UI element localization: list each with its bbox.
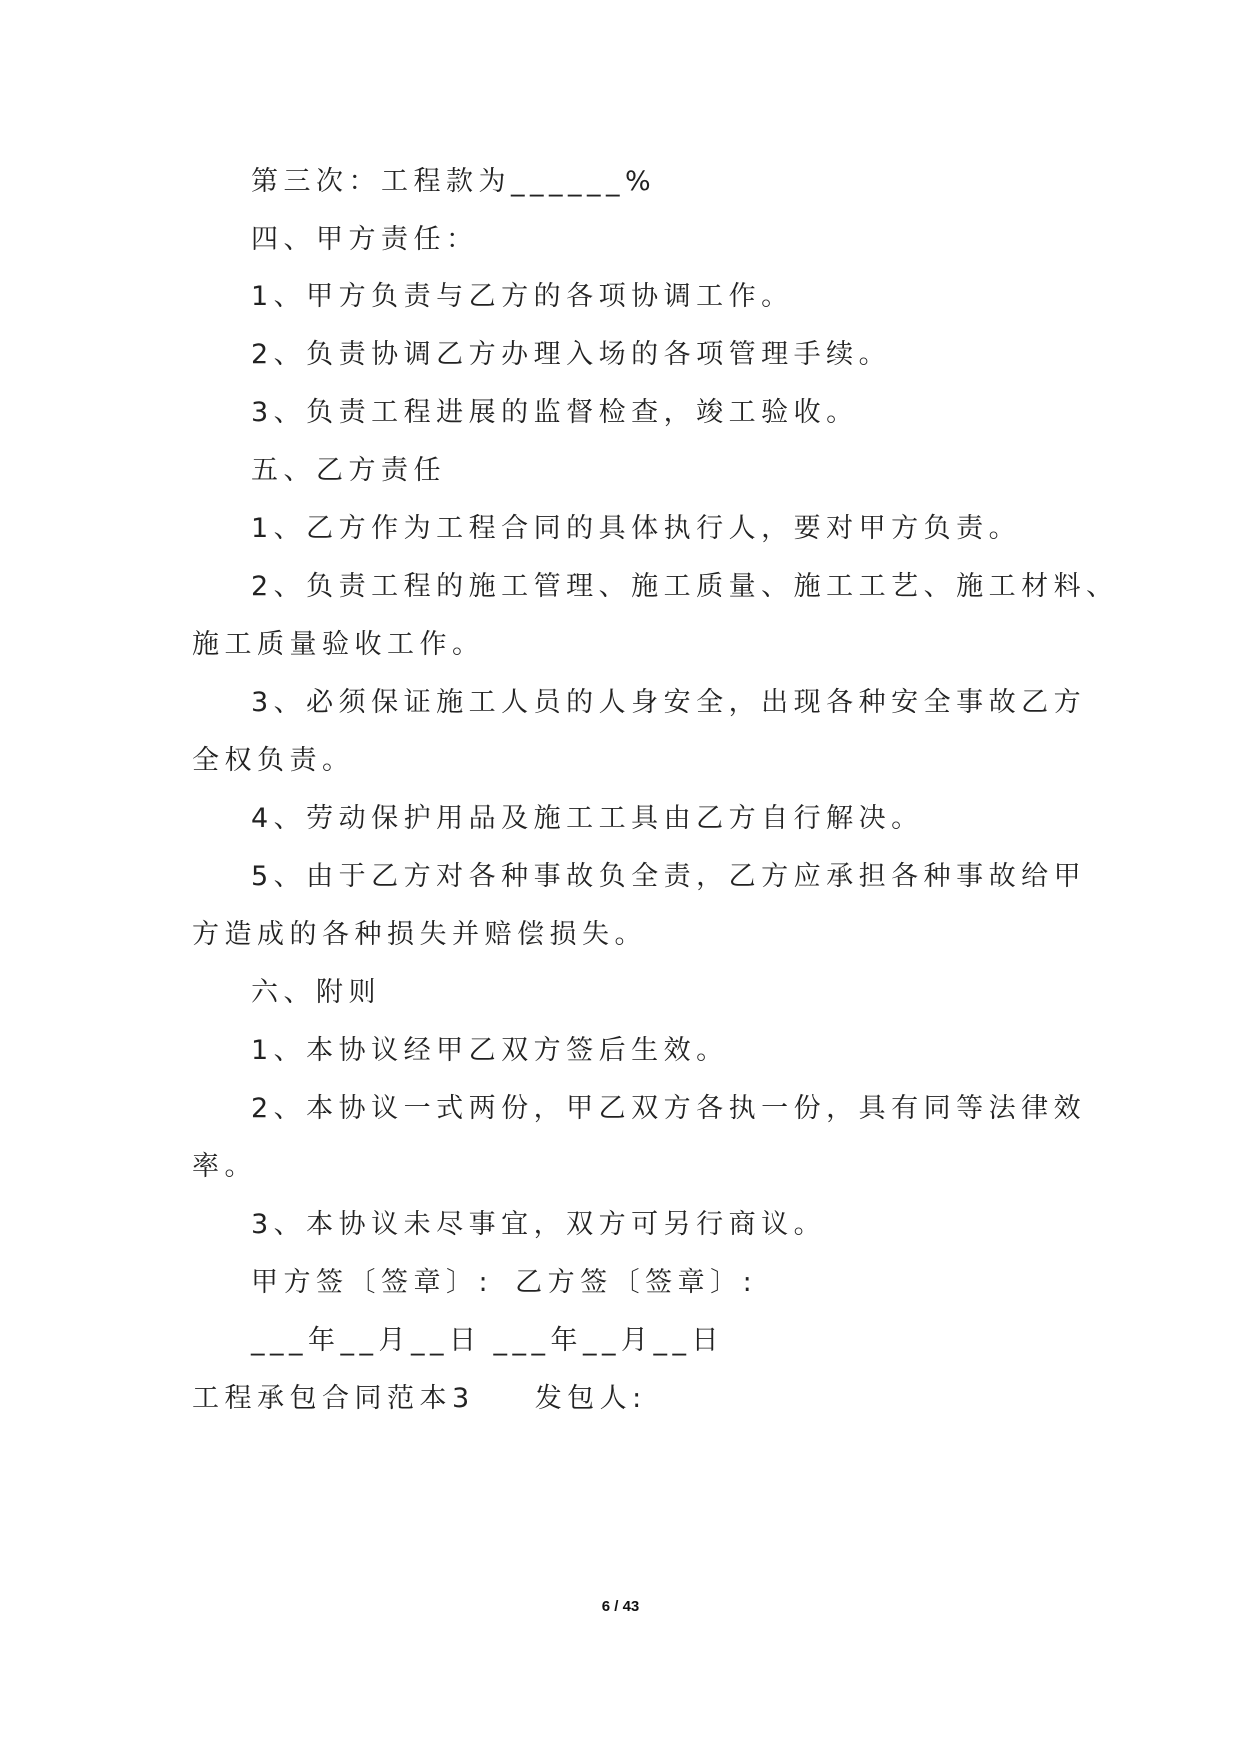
clause-b-3: 3、必须保证施工人员的人身安全，出现各种安全事故乙方 bbox=[251, 687, 1087, 718]
party-a-date: ___年__月__日 bbox=[251, 1325, 482, 1356]
clause-b-3-cont: 全权负责。 bbox=[192, 745, 355, 776]
next-contract-title: 工程承包合同范本3 bbox=[192, 1383, 475, 1414]
employer-label: 发包人: bbox=[534, 1383, 647, 1414]
clause-a-2: 2、负责协调乙方办理入场的各项管理手续。 bbox=[251, 339, 892, 370]
section-heading-party-b: 五、乙方责任 bbox=[251, 455, 446, 486]
clause-s-1: 1、本协议经甲乙双方签后生效。 bbox=[251, 1035, 729, 1066]
clause-a-3: 3、负责工程进展的监督检查，竣工验收。 bbox=[251, 397, 859, 428]
clause-s-3: 3、本协议未尽事宜，双方可另行商议。 bbox=[251, 1209, 827, 1240]
signature-line bbox=[0, 1266, 1241, 1300]
clause-b-2-cont: 施工质量验收工作。 bbox=[192, 629, 485, 660]
clause-b-4: 4、劳动保护用品及施工工具由乙方自行解决。 bbox=[251, 803, 924, 834]
date-line bbox=[0, 1324, 1241, 1358]
clause-a-1: 1、甲方负责与乙方的各项协调工作。 bbox=[251, 281, 794, 312]
clause-b-1: 1、乙方作为工程合同的具体执行人，要对甲方负责。 bbox=[251, 513, 1022, 544]
party-a-signature-label: 甲方签〔签章〕: bbox=[251, 1267, 494, 1298]
payment-third-line: 第三次：工程款为______% bbox=[251, 166, 657, 197]
party-b-date: ___年__月__日 bbox=[493, 1325, 724, 1356]
section-heading-party-a: 四、甲方责任： bbox=[251, 224, 479, 255]
party-b-signature-label: 乙方签〔签章〕: bbox=[515, 1267, 758, 1298]
section-heading-supplementary: 六、附则 bbox=[251, 977, 381, 1008]
next-contract-line bbox=[0, 1382, 1241, 1416]
clause-b-5-cont: 方造成的各种损失并赔偿损失。 bbox=[192, 919, 647, 950]
clause-b-2: 2、负责工程的施工管理、施工质量、施工工艺、施工材料、 bbox=[251, 571, 1119, 602]
clause-s-2-cont: 率。 bbox=[192, 1151, 257, 1182]
clause-b-5: 5、由于乙方对各种事故负全责，乙方应承担各种事故给甲 bbox=[251, 861, 1087, 892]
clause-s-2: 2、本协议一式两份，甲乙双方各执一份，具有同等法律效 bbox=[251, 1093, 1087, 1124]
page-number: 6 / 43 bbox=[601, 1598, 640, 1615]
